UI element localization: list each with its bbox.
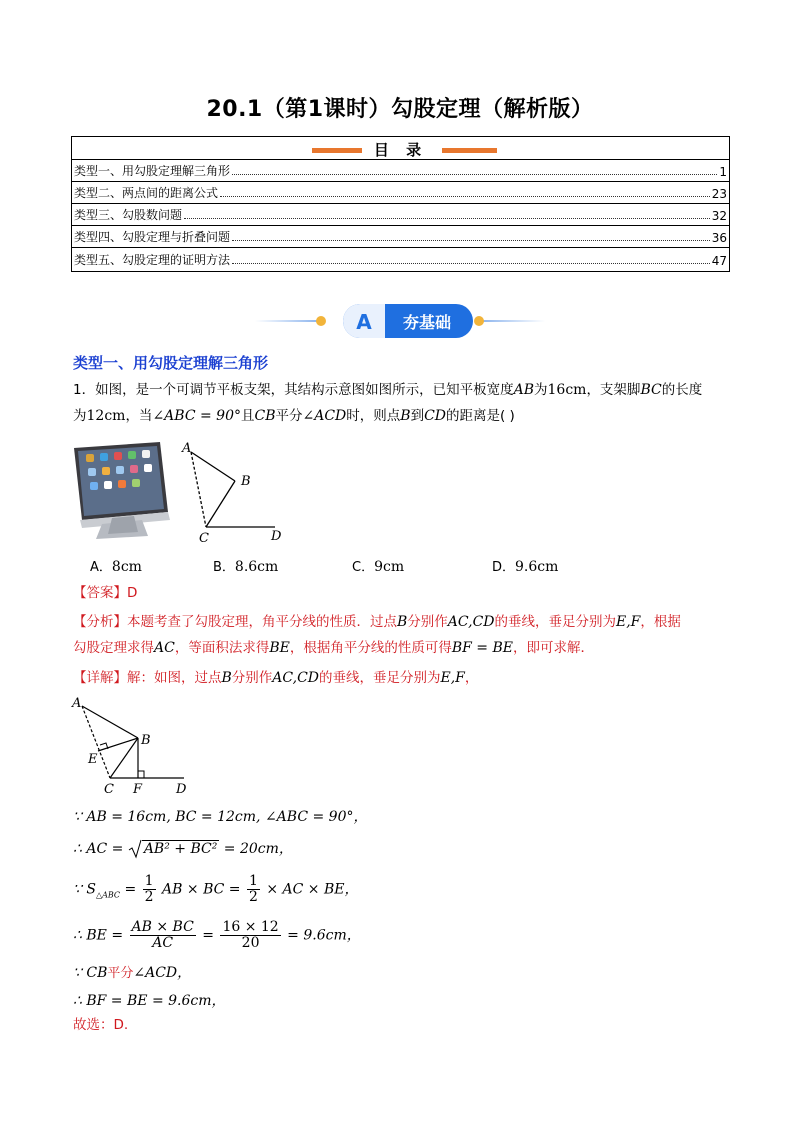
label-C: C bbox=[104, 782, 114, 796]
step-5: ∵ CB平分∠ACD， bbox=[73, 965, 192, 981]
label-D: D bbox=[271, 529, 282, 544]
toc-row-page: 47 bbox=[711, 254, 727, 268]
toc-heading: 目 录 bbox=[373, 141, 428, 159]
toc-row-text: 类型一、用勾股定理解三角形 bbox=[74, 164, 231, 178]
toc-row-page: 1 bbox=[719, 165, 727, 179]
toc-row-page: 32 bbox=[711, 209, 727, 223]
choice-c[interactable]: C．9cm bbox=[352, 559, 405, 575]
geometry-figure-1 bbox=[175, 436, 290, 546]
table-of-contents bbox=[71, 136, 730, 272]
choice-b[interactable]: B．8.6cm bbox=[213, 559, 279, 575]
page-title: 20.1（第1课时）勾股定理（解析版） bbox=[206, 97, 594, 122]
toc-row-text: 类型二、两点间的距离公式 bbox=[74, 186, 219, 200]
toc-row-page: 23 bbox=[711, 187, 727, 201]
section-title: 类型一、用勾股定理解三角形 bbox=[73, 354, 269, 372]
answer-choices bbox=[0, 556, 800, 576]
question-text: 1．如图，是一个可调节平板支架，其结构示意图如图所示，已知平板宽度AB为16cm，支架脚BC的长度 为12cm，当∠ABC = 90°且CB平分∠ACD时，则点B到CD的距离是( ) bbox=[73, 382, 703, 424]
analysis-text: 【分析】本题考查了勾股定理，角平分线的性质．过点B分别作AC,CD的垂线，垂足分别为E,F，根据 勾股定理求得AC，等面积法求得BE，根据角平分线的性质可得BF = BE，即可求解． bbox=[73, 614, 681, 656]
label-E: E bbox=[88, 752, 98, 767]
tablet-stand-image bbox=[72, 440, 172, 540]
step-1: ∵ AB = 16cm, BC = 12cm, ∠ABC = 90°， bbox=[73, 809, 368, 825]
label-F: F bbox=[133, 782, 143, 796]
geometry-figure-2 bbox=[68, 694, 198, 796]
step-2: ∴ AC = AB² + BC² = 20cm， bbox=[73, 841, 293, 857]
detail-text: 【详解】解：如图，过点B分别作AC,CD的垂线，垂足分别为E,F， bbox=[73, 670, 479, 686]
toc-row[interactable] bbox=[72, 160, 729, 182]
step-4: ∴ BE = $\frac{AB \times BC}{AC}$ = $\frac{16 \times 12}{20}$ = 9.6cm， bbox=[73, 919, 361, 951]
choice-d[interactable]: D．9.6cm bbox=[492, 559, 559, 575]
toc-row-text: 类型四、勾股定理与折叠问题 bbox=[74, 230, 231, 244]
answer-line: 【答案】D bbox=[73, 585, 138, 601]
toc-header bbox=[72, 137, 729, 160]
banner-letter: A bbox=[356, 310, 372, 334]
step-7: 故选：D. bbox=[73, 1017, 129, 1033]
toc-row[interactable] bbox=[72, 248, 729, 270]
toc-row[interactable] bbox=[72, 226, 729, 248]
toc-row[interactable] bbox=[72, 182, 729, 204]
label-B: B bbox=[241, 474, 251, 489]
choice-a[interactable]: A．8cm bbox=[90, 559, 142, 575]
label-A: A bbox=[182, 441, 192, 456]
banner-label: 夯基础 bbox=[402, 313, 452, 332]
toc-row-page: 36 bbox=[711, 231, 727, 245]
toc-row-text: 类型三、勾股数问题 bbox=[74, 208, 183, 222]
toc-row-text: 类型五、勾股定理的证明方法 bbox=[74, 253, 231, 267]
label-B: B bbox=[141, 733, 151, 748]
section-banner bbox=[255, 300, 545, 342]
label-D: D bbox=[176, 782, 187, 796]
toc-row[interactable] bbox=[72, 204, 729, 226]
label-C: C bbox=[199, 531, 209, 546]
step-6: ∴ BF = BE = 9.6cm， bbox=[73, 993, 226, 1009]
label-A: A bbox=[72, 696, 82, 711]
step-3: ∵ $S_{\triangle ABC}$ = $\frac{1}{2}$ AB × BC = $\frac{1}{2}$ × AC × BE， bbox=[73, 873, 359, 905]
